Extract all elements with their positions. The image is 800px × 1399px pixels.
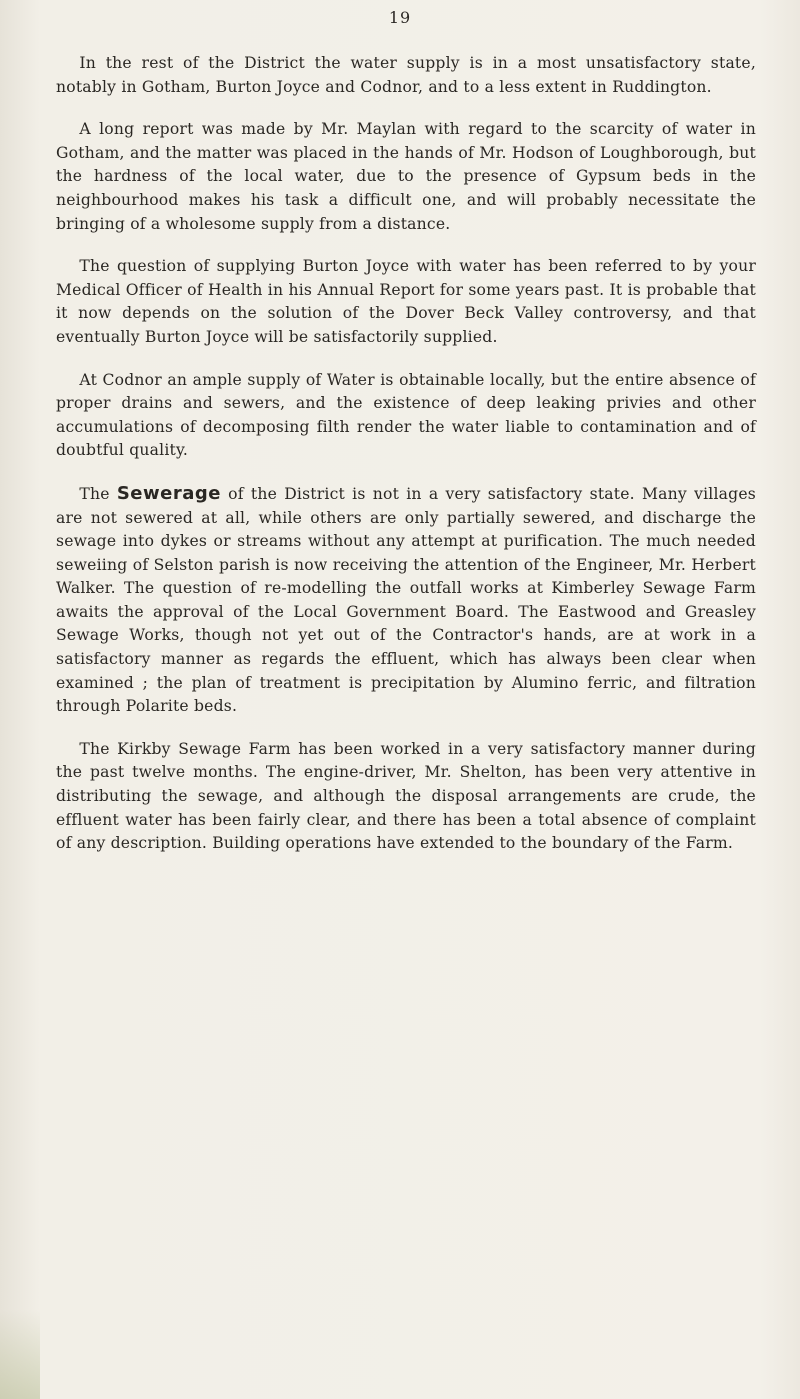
paragraph-gotham-report: A long report was made by Mr. Maylan with regard to the scarcity of water in Gotham, and the matter was placed in the hands of Mr. Hodson of Loughborough, but the hardness of the local water, due to the presence of Gypsum beds in the neighbourhood makes his task a difficult one, and will probably necessitate the bringing of a wholesome supply from a distance. xyxy=(56,120,756,233)
paragraph-kirkby-sewage-farm: The Kirkby Sewage Farm has been worked in a very satisfactory manner during the past twelve months. The engine-driver, Mr. Shelton, has been very attentive in distributing the sewage, and although the disposal arrangements are crude, the effluent water has been fairly clear, and there has been a total absence of complaint of any description. Building operations have extended to the boundary of the Farm. xyxy=(56,739,756,853)
body-text xyxy=(56,52,756,875)
paragraph-burton-joyce: The question of supplying Burton Joyce with water has been referred to by your Medical Officer of Health in his Annual Report for some years past. It is probable that it now depends on the solution of the Dover Beck Valley controversy, and that eventually Burton Joyce will be satisfactorily supplied. xyxy=(56,257,756,346)
paragraph-sewerage xyxy=(56,482,756,719)
page-stain xyxy=(0,1309,40,1399)
page-number: 19 xyxy=(388,8,412,27)
sewerage-lead-text: The xyxy=(79,484,117,503)
sewerage-body-text: of the District is not in a very satisfactory state. Many villages are not sewered at all, while others are only partially sewered, and discharge the sewage into dykes or streams without any attempt at purification. The much needed seweiing of Selston parish is now receiving the attention of the Engineer, Mr. Herbert Walker. The question of re-modelling the outfall works at Kimberley Sewage Farm awaits the approval of the Local Government Board. The Eastwood and Greasley Sewage Works, though not yet out of the Contractor's hands, are at work in a satisfactory manner as regards the effluent, which has always been clear when examined ; the plan of treatment is precipitation by Alumino ferric, and filtration through Polarite beds. xyxy=(56,484,756,716)
paragraph-water-supply-districts: In the rest of the District the water supply is in a most unsatisfactory state, notably in Gotham, Burton Joyce and Codnor, and to a less extent in Ruddington. xyxy=(56,54,756,96)
paragraph-codnor: At Codnor an ample supply of Water is obtainable locally, but the entire absence of proper drains and sewers, and the existence of deep leaking privies and other accumulations of decomposing filth render the water liable to contamination and of doubtful quality. xyxy=(56,370,756,460)
sewerage-heading: Sewerage xyxy=(116,482,221,504)
